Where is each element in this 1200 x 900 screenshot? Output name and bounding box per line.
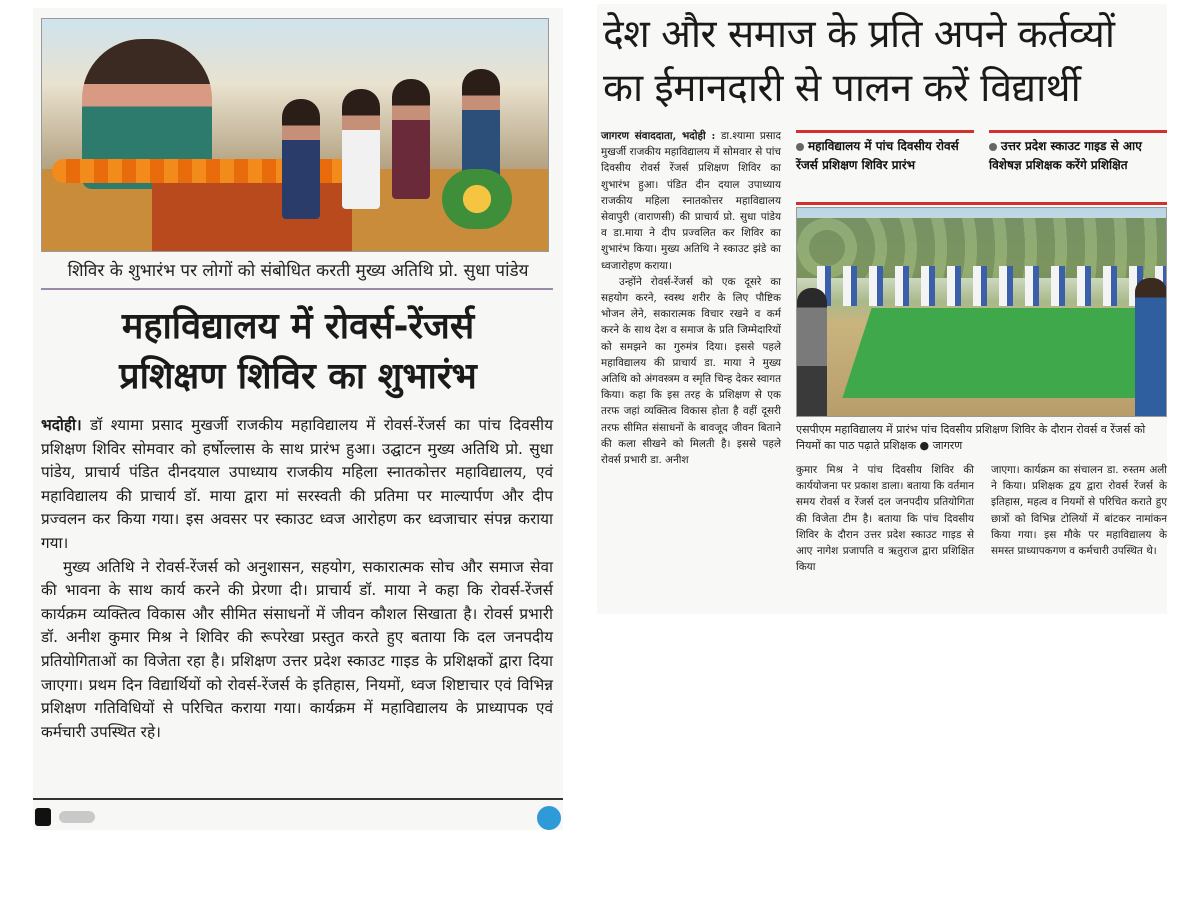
- article-body: [41, 414, 553, 744]
- bullet-icon: [989, 143, 997, 151]
- photo-guest: [282, 99, 320, 219]
- headline-line: प्रशिक्षण शिविर का शुभारंभ: [119, 356, 477, 397]
- headline-line: का ईमानदारी से पालन करें विद्यार्थी: [603, 66, 1081, 111]
- headline: [33, 302, 563, 402]
- paragraph-text: डॉ श्यामा प्रसाद मुखर्जी राजकीय महाविद्यालय में रोवर्स-रेंजर्स का पांच दिवसीय प्रशिक्षण शिविर सोमवार को हर्षोल्लास के साथ प्रारंभ हुआ। उद्घाटन मुख्य अतिथि प्रो. सुधा पांडेय, प्राचार्य पंडित दीनदयाल उपाध्याय राजकीय महिला स्नातकोत्तर महाविद्यालय, एवं महाविद्यालय की प्राचार्य डॉ. माया द्वारा मां सरस्वती की प्रतिमा पर माल्यार्पण और दीप प्रज्वलन कर किया गया। इस अवसर पर स्काउट ध्वज आरोहण कर ध्वजाचार संपन्न कराया गया।: [41, 416, 553, 552]
- photo-caption: शिविर के शुभारंभ पर लोगों को संबोधित करती मुख्य अतिथि प्रो. सुधा पांडेय: [67, 261, 529, 281]
- highlight-bar: [796, 130, 974, 133]
- article-paragraph: मुख्य अतिथि ने रोवर्स-रेंजर्स को अनुशासन, सहयोग, सकारात्मक सोच और समाज सेवा की भावना के साथ कार्य करने की प्रेरणा दी। प्राचार्य डॉ. माया ने कहा कि रोवर्स-रेंजर्स कार्यक्रम व्यक्तित्व विकास और सीमित संसाधनों में जीवन कौशल सिखाता है। रोवर्स प्रभारी डॉ. अनीश कुमार मिश्र ने शिविर की रूपरेखा प्रस्तुत करते हुए बताया कि दल जनपदीय प्रतियोगिताओं का विजेता रहा है। प्रशिक्षण उत्तर प्रदेश स्काउट गाइड के प्रशिक्षकों द्वारा दिया जाएगा। प्रथम दिन विद्यार्थियों को रोवर्स-रेंजर्स के इतिहास, नियमों, ध्वज शिष्टाचार एवं विभिन्न प्रशिक्षण गतिविधियों से परिचित कराया गया। कार्यक्रम में महाविद्यालय के प्राध्यापक एवं कर्मचारी उपस्थित रहे।: [41, 557, 553, 741]
- highlight-bar: [796, 202, 1167, 205]
- photo-green-mat: [842, 308, 1167, 398]
- dateline: भदोही।: [41, 416, 82, 434]
- bottom-divider: [33, 798, 563, 800]
- caption-divider: [41, 288, 553, 290]
- highlight-bar: [989, 130, 1167, 133]
- highlight-text: महाविद्यालय में पांच दिवसीय रोवर्स रेंजर्स प्रशिक्षण शिविर प्रारंभ: [796, 139, 959, 172]
- photo-caption: एसपीएम महाविद्यालय में प्रारंभ पांच दिवसीय प्रशिक्षण शिविर के दौरान रोवर्स व रेंजर्स को नियमों का पाठ पढ़ाते प्रशिक्षक ● जागरण: [796, 423, 1146, 452]
- dark-marker-icon: [35, 808, 51, 826]
- photo-students-line: [817, 266, 1167, 306]
- photo-student: [1135, 278, 1167, 417]
- paragraph-text: डा.श्यामा प्रसाद मुखर्जी राजकीय महाविद्यालय में सोमवार से पांच दिवसीय रोवर्स रेंजर्स प्रशिक्षण शिविर का शुभारंभ हुआ। पंडित दीन दयाल उपाध्याय राजकीय महिला स्नातकोत्तर महाविद्यालय सेवापुरी (वाराणसी) की प्राचार्य प्रो. सुधा पांडेय व डा.माया ने दीप प्रज्वलित कर शिविर का शुभारंभ किया। मुख्य अतिथि ने स्काउट झंडे का ध्वजारोहण कराया।: [601, 130, 782, 272]
- photo-flower-pot: [442, 169, 512, 229]
- inauguration-photo: [41, 18, 549, 252]
- highlight-box: [989, 137, 1167, 175]
- article-paragraph: [601, 128, 781, 274]
- bullet-icon: [796, 143, 804, 151]
- article-paragraph: उन्होंने रोवर्स-रेंजर्स को एक दूसरे का सहयोग करने, स्वस्थ शरीर के लिए पौष्टिक भोजन लेने, सकारात्मक विचार रखने व कर्म करने के साथ देश व समाज के प्रति जिम्मेदारियों को समझने का गुरुमंत्र दिया। इससे पहले महाविद्यालय की प्राचार्य डा. माया ने मुख्य अतिथि को अंगवस्त्रम व स्मृति चिन्ह देकर स्वागत किया। कहा कि इस तरह के प्रशिक्षण से एक तरफ जहां व्यक्तित्व विकास होता है वहीं दूसरी तरफ सीमित संसाधनों के बावजूद जीवन बिताने की कला सीखने को मिलती है। इससे पहले रोवर्स प्रभारी डा. अनीश: [601, 275, 781, 467]
- byline: जागरण संवाददाता, भदोही :: [601, 130, 716, 142]
- grey-marker-icon: [59, 811, 95, 823]
- article-column: जाएगा। कार्यक्रम का संचालन डा. रुस्तम अली ने किया। प्रशिक्षक द्वय द्वारा रोवर्स रेंजर्स के इतिहास, महत्व व नियमों से परिचित कराते हुए छात्रों को विभिन्न टोलियों में बांटकर नामांकन किया गया। इस मौके पर महाविद्यालय के समस्त प्राध्यापकगण व कर्मचारी उपस्थित थे।: [991, 464, 1167, 558]
- highlight-text: उत्तर प्रदेश स्काउट गाइड से आए विशेषज्ञ प्रशिक्षक करेंगे प्रशिक्षित: [989, 139, 1142, 172]
- article-column: [601, 128, 781, 468]
- highlight-box: [796, 137, 974, 175]
- left-news-clipping: [33, 8, 563, 830]
- headline-line: देश और समाज के प्रति अपने कर्तव्यों: [603, 12, 1115, 57]
- headline-line: महाविद्यालय में रोवर्स-रेंजर्स: [121, 306, 475, 347]
- blue-circle-icon: [537, 806, 561, 830]
- photo-trainer: [797, 288, 827, 417]
- right-news-clipping: [597, 4, 1167, 614]
- photo-guest: [342, 89, 380, 209]
- training-photo: [796, 207, 1167, 417]
- article-paragraph: [41, 414, 553, 556]
- headline: [603, 8, 1163, 116]
- photo-guest: [392, 79, 430, 199]
- article-column: कुमार मिश्र ने पांच दिवसीय शिविर की कार्ययोजना पर प्रकाश डाला। बताया कि वर्तमान समय रोवर्स व रेंजर्स दल जनपदीय प्रतियोगिता की विजेता टीम है। बताया कि पांच दिवसीय शिविर के दौरान उत्तर प्रदेश स्काउट गाइड से आए नागेश प्रजापति व ऋतुराज द्वारा प्रशिक्षित किया: [796, 464, 974, 574]
